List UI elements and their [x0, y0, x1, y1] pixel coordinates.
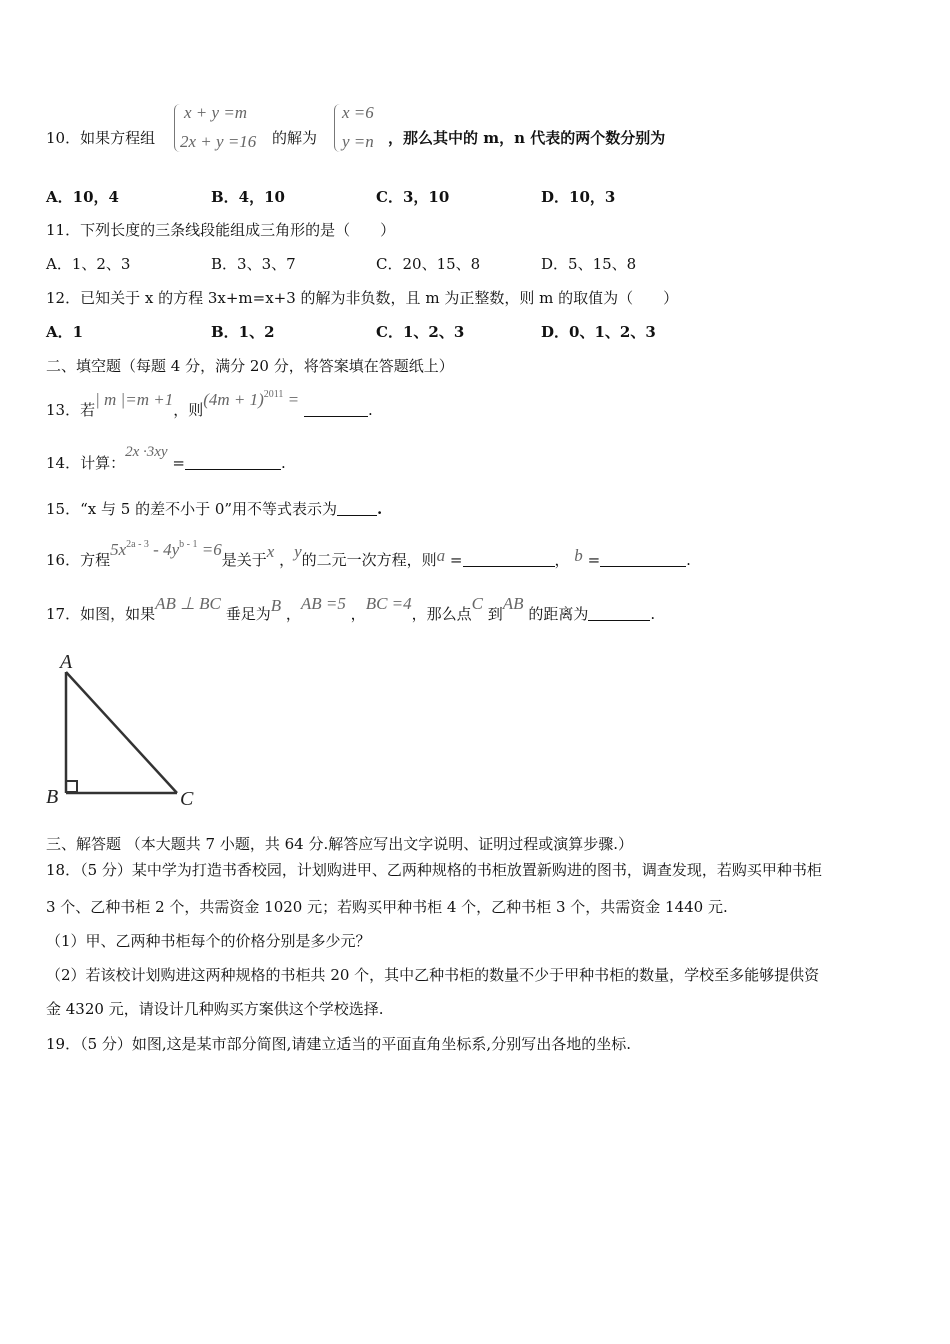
q13-prefix: 13．若 — [46, 401, 96, 419]
q16-comma: ， — [279, 551, 295, 569]
q18-sub2b: 金 4320 元，请设计几种购买方案供这个学校选择. — [46, 1000, 384, 1018]
q16-equation — [110, 540, 222, 559]
vertex-label-a: A — [60, 651, 73, 673]
section2-heading: 二、填空题（每题 4 分，满分 20 分，将答案填在答题纸上） — [46, 357, 454, 375]
q10-system2-brace — [334, 104, 341, 152]
q16-var-y: y — [294, 542, 302, 561]
q17-t1: 垂足为 — [225, 605, 271, 623]
q14 — [46, 444, 286, 474]
q14-period: . — [280, 454, 286, 472]
q16-mid2: 的二元一次方程，则 — [301, 551, 437, 569]
q11-text: 11．下列长度的三条线段能组成三角形的是（ ） — [46, 221, 396, 239]
q12-option-d: D．0、1、2、3 — [541, 323, 656, 341]
triangle-figure — [42, 650, 202, 810]
q11-option-d: D．5、15、8 — [541, 255, 637, 273]
q18-sub1: （1）甲、乙两种书柜每个的价格分别是多少元？ — [46, 932, 371, 950]
q17-t3: 到 — [487, 605, 503, 623]
q12-option-a: A．1 — [46, 323, 84, 341]
q10-option-c: C．3，10 — [376, 188, 450, 206]
q19-text: 19．（5 分）如图,这是某市部分简图,请建立适当的平面直角坐标系,分别写出各地的坐标. — [46, 1035, 631, 1053]
q10-system1-eq2: 2x + y =16 — [180, 132, 257, 151]
q13-mid: ，则 — [173, 401, 204, 419]
q16-var-x: x — [266, 542, 275, 561]
q16-prefix: 16．方程 — [46, 551, 111, 569]
q14-answer-blank — [185, 455, 281, 470]
q13-equals: = — [287, 390, 300, 409]
q16-answer-b-blank — [600, 552, 686, 567]
q17-bc-length: BC =4 — [365, 594, 412, 613]
q12-option-c: C．1、2、3 — [376, 323, 465, 341]
q14-equals: = — [172, 454, 185, 472]
q16-var-b: b — [574, 546, 583, 565]
q17-t2: ，那么点 — [411, 605, 472, 623]
right-angle-marker — [66, 781, 77, 792]
q16-term2: - 4y — [148, 540, 180, 559]
q10-system1-eq1: x + y =m — [184, 103, 248, 122]
q17 — [46, 594, 656, 624]
q15-answer-blank — [337, 501, 377, 516]
q13 — [46, 389, 373, 420]
q17-ab-length: AB =5 — [300, 594, 346, 613]
q16 — [46, 539, 691, 570]
q17-period: . — [650, 605, 656, 623]
q16-equals-a: = — [449, 551, 463, 569]
q16-period: . — [686, 551, 691, 569]
q17-t4: 的距离为 — [528, 605, 589, 623]
q13-answer-blank — [304, 402, 368, 417]
q15-period: . — [377, 500, 383, 518]
q16-term1: 5x — [110, 540, 127, 559]
q10-option-a: A．10，4 — [46, 188, 119, 206]
q17-comma2: ， — [350, 605, 366, 623]
q10-option-d: D．10，3 — [541, 188, 616, 206]
q15 — [46, 499, 382, 519]
q17-prefix: 17．如图，如果 — [46, 605, 156, 623]
q16-exp2: b - 1 — [179, 539, 198, 550]
q17-segment-ab: AB — [502, 594, 524, 613]
q16-answer-a-blank — [463, 552, 555, 567]
q17-point-c: C — [471, 594, 483, 613]
q17-perp: AB ⊥ BC — [155, 594, 221, 613]
q18-line1: 18．（5 分）某中学为打造书香校园，计划购进甲、乙两种规格的书柜放置新购进的图书，调查发现，若购买甲种书柜 — [46, 861, 822, 879]
q16-equals-b: = — [587, 551, 601, 569]
q13-period: . — [367, 401, 373, 419]
q13-abs-expr: | m |=m +1 — [95, 390, 174, 409]
q10-suffix: ，那么其中的 m，n 代表的两个数分别为 — [388, 129, 666, 147]
q12-option-b: B．1、2 — [211, 323, 275, 341]
section3-heading: 三、解答题 （本大题共 7 小题，共 64 分.解答应写出文字说明、证明过程或演算步骤.） — [46, 835, 634, 853]
q11-option-c: C．20、15、8 — [376, 255, 481, 273]
q10-system2-eq1: x =6 — [342, 103, 374, 122]
q13-power-expr — [203, 390, 299, 409]
vertex-label-c: C — [180, 788, 194, 810]
q17-point-b: B — [270, 596, 282, 615]
q11-option-b: B．3、3、7 — [211, 255, 296, 273]
vertex-label-b: B — [46, 786, 59, 808]
q10-prefix: 10．如果方程组 — [46, 129, 156, 147]
q11-option-a: A．1、2、3 — [46, 255, 131, 273]
q17-comma1: ， — [285, 605, 301, 623]
q16-exp1: 2a - 3 — [126, 539, 149, 550]
q18-sub2a: （2）若该校计划购进这两种规格的书柜共 20 个，其中乙种书柜的数量不少于甲种书柜的数量，学校至多能够提供资 — [46, 966, 820, 984]
q13-exponent: 2011 — [263, 389, 284, 400]
q13-power-base: (4m + 1) — [203, 390, 264, 409]
q16-mid1: 是关于 — [221, 551, 267, 569]
q15-text: 15．“x 与 5 的差不小于 0”用不等式表示为 — [46, 500, 338, 518]
q18-line2: 3 个、乙种书柜 2 个，共需资金 1020 元；若购买甲种书柜 4 个，乙种书柜 3 个，共需资金 1440 元. — [46, 898, 728, 916]
q14-prefix: 14．计算： — [46, 454, 126, 472]
q16-comma2: ， — [554, 551, 570, 569]
q16-term3: =6 — [197, 540, 222, 559]
q17-answer-blank — [588, 606, 650, 621]
q16-var-a: a — [436, 546, 446, 565]
q10-system2-eq2: y =n — [342, 132, 374, 151]
q10-mid: 的解为 — [272, 129, 318, 147]
q12-text: 12．已知关于 x 的方程 3x+m=x+3 的解为非负数，且 m 为正整数，则 m 的取值为（ ） — [46, 289, 679, 307]
triangle-side-ac — [66, 672, 177, 793]
q14-expr: 2x ·3xy — [125, 444, 168, 460]
q10-option-b: B．4，10 — [211, 188, 285, 206]
